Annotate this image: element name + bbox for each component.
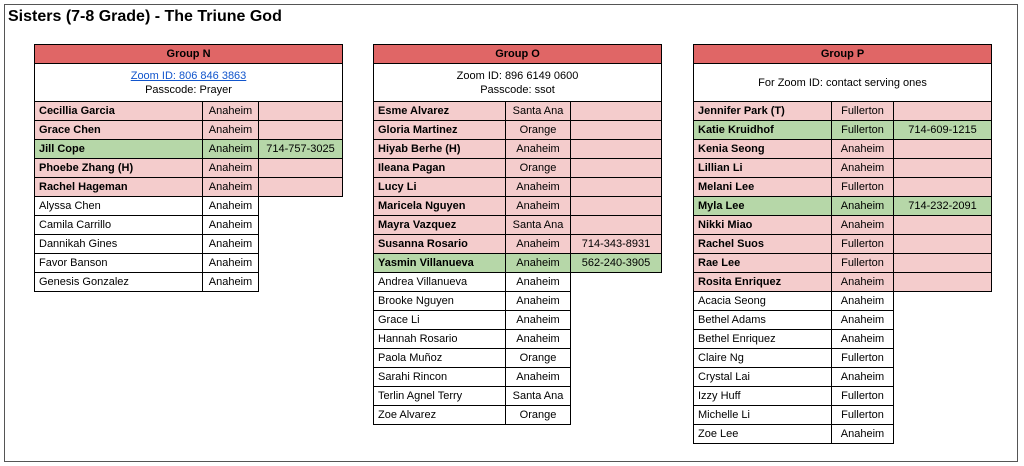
member-city: Anaheim [506,311,571,330]
member-row [374,159,662,178]
member-city: Orange [506,349,571,368]
member-name: Acacia Seong [694,292,832,311]
member-city: Anaheim [832,311,894,330]
member-row [374,121,662,140]
member-phone [894,368,992,387]
member-phone [894,235,992,254]
member-row [694,216,992,235]
member-name: Maricela Nguyen [374,197,506,216]
member-phone [259,159,343,178]
member-row [35,273,343,292]
member-name: Terlin Agnel Terry [374,387,506,406]
member-name: Andrea Villanueva [374,273,506,292]
member-row [694,349,992,368]
member-phone [259,216,343,235]
member-name: Alyssa Chen [35,197,203,216]
member-row [374,216,662,235]
member-row [694,311,992,330]
member-city: Anaheim [506,178,571,197]
member-name: Favor Banson [35,254,203,273]
member-row [374,197,662,216]
member-city: Fullerton [832,178,894,197]
member-city: Orange [506,406,571,425]
member-city: Anaheim [832,159,894,178]
member-row [374,349,662,368]
member-phone [259,102,343,121]
member-row [694,425,992,444]
member-row [694,330,992,349]
member-phone [894,216,992,235]
member-city: Anaheim [506,235,571,254]
member-name: Paola Muñoz [374,349,506,368]
member-name: Kenia Seong [694,140,832,159]
member-phone [894,406,992,425]
member-phone [894,387,992,406]
member-city: Anaheim [203,197,259,216]
member-city: Santa Ana [506,387,571,406]
zoom-id-text: Zoom ID: 896 6149 0600 [456,69,579,82]
member-phone [571,197,662,216]
member-name: Susanna Rosario [374,235,506,254]
member-row [374,140,662,159]
member-row [35,235,343,254]
member-row [694,254,992,273]
group-p-table [693,44,992,444]
member-name: Ileana Pagan [374,159,506,178]
group-o-zoom-info [374,64,662,102]
member-name: Sarahi Rincon [374,368,506,387]
member-phone [571,406,662,425]
member-city: Santa Ana [506,102,571,121]
member-row [694,273,992,292]
member-phone [894,349,992,368]
member-row [694,368,992,387]
member-phone [894,425,992,444]
member-name: Katie Kruidhof [694,121,832,140]
member-city: Anaheim [832,197,894,216]
member-row [694,178,992,197]
member-city: Orange [506,159,571,178]
member-city: Anaheim [832,330,894,349]
group-n-zoom-info [35,64,343,102]
member-city: Anaheim [506,197,571,216]
member-row [374,311,662,330]
member-phone [894,273,992,292]
member-row [35,254,343,273]
member-name: Nikki Miao [694,216,832,235]
member-row [374,102,662,121]
member-city: Fullerton [832,121,894,140]
member-phone [571,368,662,387]
member-name: Crystal Lai [694,368,832,387]
member-row [694,159,992,178]
member-name: Grace Chen [35,121,203,140]
member-row [374,178,662,197]
member-city: Fullerton [832,235,894,254]
member-row [694,406,992,425]
member-row [694,387,992,406]
member-phone: 714-757-3025 [259,140,343,159]
member-row [694,102,992,121]
member-name: Yasmin Villanueva [374,254,506,273]
member-row [35,216,343,235]
member-row [374,406,662,425]
group-n-table [34,44,343,292]
member-name: Lillian Li [694,159,832,178]
member-row [374,330,662,349]
group-n-header: Group N [35,45,343,64]
member-name: Rae Lee [694,254,832,273]
member-name: Claire Ng [694,349,832,368]
member-phone [894,330,992,349]
group-o-table [373,44,662,425]
member-name: Brooke Nguyen [374,292,506,311]
member-phone [894,159,992,178]
page-title: Sisters (7-8 Grade) - The Triune God [8,8,282,25]
member-phone [259,197,343,216]
member-city: Anaheim [203,102,259,121]
member-row [374,292,662,311]
member-phone [571,140,662,159]
member-city: Anaheim [506,292,571,311]
member-name: Izzy Huff [694,387,832,406]
member-phone [571,349,662,368]
member-phone: 714-232-2091 [894,197,992,216]
member-phone [894,254,992,273]
member-name: Bethel Enriquez [694,330,832,349]
member-phone [259,178,343,197]
member-phone [571,216,662,235]
member-row [35,102,343,121]
member-city: Anaheim [203,216,259,235]
member-name: Michelle Li [694,406,832,425]
member-name: Camila Carrillo [35,216,203,235]
member-city: Orange [506,121,571,140]
group-p-zoom-info [694,64,992,102]
member-city: Anaheim [506,140,571,159]
member-name: Genesis Gonzalez [35,273,203,292]
member-city: Anaheim [832,140,894,159]
member-row [374,273,662,292]
member-city: Fullerton [832,387,894,406]
member-city: Anaheim [203,273,259,292]
member-name: Mayra Vazquez [374,216,506,235]
member-row [694,197,992,216]
group-o-header: Group O [374,45,662,64]
member-row [35,159,343,178]
member-name: Esme Alvarez [374,102,506,121]
member-phone [571,159,662,178]
member-name: Hiyab Berhe (H) [374,140,506,159]
member-phone: 714-343-8931 [571,235,662,254]
member-row [694,121,992,140]
zoom-id-link[interactable]: Zoom ID: 806 846 3863 [130,69,247,82]
member-phone [259,235,343,254]
member-city: Anaheim [203,159,259,178]
member-phone [571,292,662,311]
member-city: Fullerton [832,254,894,273]
member-city: Anaheim [506,254,571,273]
member-phone [894,102,992,121]
member-name: Hannah Rosario [374,330,506,349]
member-phone [259,121,343,140]
member-name: Bethel Adams [694,311,832,330]
member-phone: 714-609-1215 [894,121,992,140]
member-city: Anaheim [203,235,259,254]
member-city: Anaheim [506,273,571,292]
member-city: Anaheim [832,273,894,292]
member-city: Anaheim [506,368,571,387]
member-name: Rosita Enriquez [694,273,832,292]
member-city: Santa Ana [506,216,571,235]
member-phone [571,387,662,406]
member-row [35,121,343,140]
member-phone [894,140,992,159]
member-row [374,235,662,254]
member-phone [571,273,662,292]
member-name: Zoe Alvarez [374,406,506,425]
member-name: Gloria Martinez [374,121,506,140]
member-phone [894,292,992,311]
passcode-text: Passcode: Prayer [145,83,232,96]
member-name: Grace Li [374,311,506,330]
member-phone [571,102,662,121]
member-phone [571,330,662,349]
member-phone [571,178,662,197]
member-name: Lucy Li [374,178,506,197]
member-phone [894,311,992,330]
passcode-text: Passcode: ssot [480,83,555,96]
member-row [35,197,343,216]
member-name: Cecillia Garcia [35,102,203,121]
member-city: Anaheim [203,140,259,159]
member-name: Myla Lee [694,197,832,216]
member-city: Anaheim [832,292,894,311]
member-row [35,178,343,197]
member-name: Dannikah Gines [35,235,203,254]
member-phone [259,273,343,292]
member-phone [894,178,992,197]
member-city: Anaheim [203,121,259,140]
member-city: Anaheim [832,216,894,235]
member-city: Fullerton [832,102,894,121]
member-row [694,140,992,159]
member-name: Zoe Lee [694,425,832,444]
member-city: Anaheim [203,178,259,197]
member-phone [571,311,662,330]
member-name: Phoebe Zhang (H) [35,159,203,178]
member-city: Anaheim [832,368,894,387]
member-name: Jennifer Park (T) [694,102,832,121]
member-name: Jill Cope [35,140,203,159]
zoom-id-text: For Zoom ID: contact serving ones [758,76,927,89]
member-row [374,368,662,387]
member-name: Rachel Hageman [35,178,203,197]
member-row [374,254,662,273]
member-city: Fullerton [832,349,894,368]
member-row [694,292,992,311]
member-phone [259,254,343,273]
member-city: Anaheim [506,330,571,349]
member-phone [571,121,662,140]
member-row [35,140,343,159]
member-row [694,235,992,254]
member-row [374,387,662,406]
member-city: Fullerton [832,406,894,425]
member-name: Rachel Suos [694,235,832,254]
member-city: Anaheim [832,425,894,444]
member-phone: 562-240-3905 [571,254,662,273]
member-name: Melani Lee [694,178,832,197]
member-city: Anaheim [203,254,259,273]
group-p-header: Group P [694,45,992,64]
